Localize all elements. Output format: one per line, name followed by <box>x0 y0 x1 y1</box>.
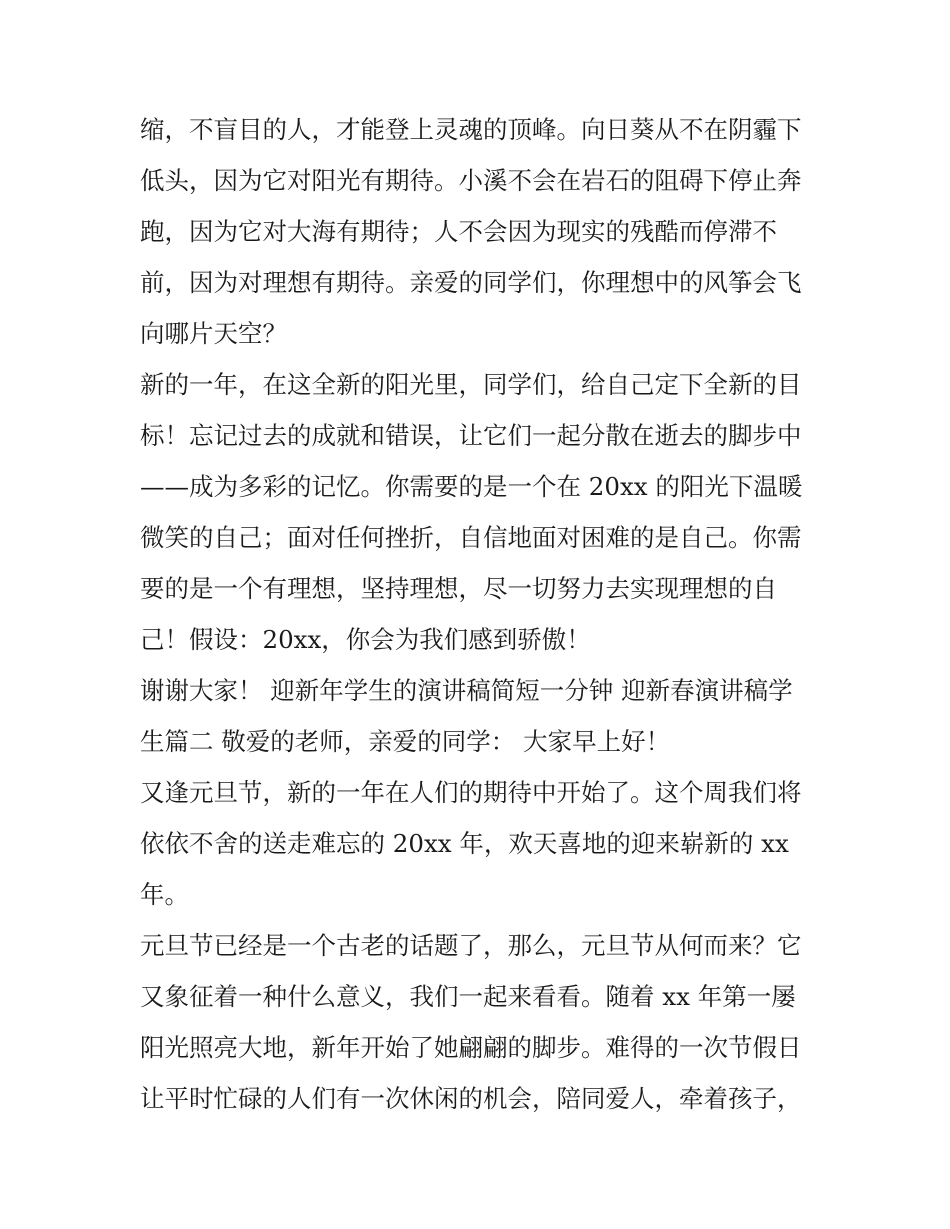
text-line: 阳光照亮大地，新年开始了她翩翩的脚步。难得的一次节假日 <box>140 1033 802 1062</box>
text-line: 己！假设：20xx，你会为我们感到骄傲！ <box>140 625 591 654</box>
text-line: 依依不舍的送走难忘的 20xx 年，欢天喜地的迎来崭新的 xx <box>140 829 789 858</box>
text-line: 微笑的自己；面对任何挫折，自信地面对困难的是自己。你需 <box>140 523 802 552</box>
text-line: 向哪片天空？ <box>140 319 287 348</box>
text-line: 又逢元旦节，新的一年在人们的期待中开始了。这个周我们将 <box>140 778 802 807</box>
text-line: 要的是一个有理想，坚持理想，尽一切努力去实现理想的自 <box>140 574 777 603</box>
text-line: 元旦节已经是一个古老的话题了，那么，元旦节从何而来？它 <box>140 931 802 960</box>
text-line: 又象征着一种什么意义，我们一起来看看。随着 xx 年第一屡 <box>140 982 796 1011</box>
text-line: 新的一年，在这全新的阳光里，同学们，给自己定下全新的目 <box>140 370 802 399</box>
text-line: 前，因为对理想有期待。亲爱的同学们，你理想中的风筝会飞 <box>140 268 802 297</box>
text-line: 年。 <box>140 880 189 909</box>
text-line: 跑，因为它对大海有期待；人不会因为现实的残酷而停滞不 <box>140 217 777 246</box>
text-line: 让平时忙碌的人们有一次休闲的机会，陪同爱人，牵着孩子， <box>140 1084 802 1113</box>
document-body <box>140 104 820 1124</box>
text-line: 标！忘记过去的成就和错误，让它们一起分散在逝去的脚步中 <box>140 421 802 450</box>
text-line: 缩，不盲目的人，才能登上灵魂的顶峰。向日葵从不在阴霾下 <box>140 115 802 144</box>
text-line: 谢谢大家！ 迎新年学生的演讲稿简短一分钟 迎新春演讲稿学 <box>140 676 793 705</box>
text-line: 低头，因为它对阳光有期待。小溪不会在岩石的阻碍下停止奔 <box>140 166 802 195</box>
text-line: 生篇二 敬爱的老师，亲爱的同学： 大家早上好！ <box>140 727 671 756</box>
text-line: ——成为多彩的记忆。你需要的是一个在 20xx 的阳光下温暖 <box>140 472 803 501</box>
